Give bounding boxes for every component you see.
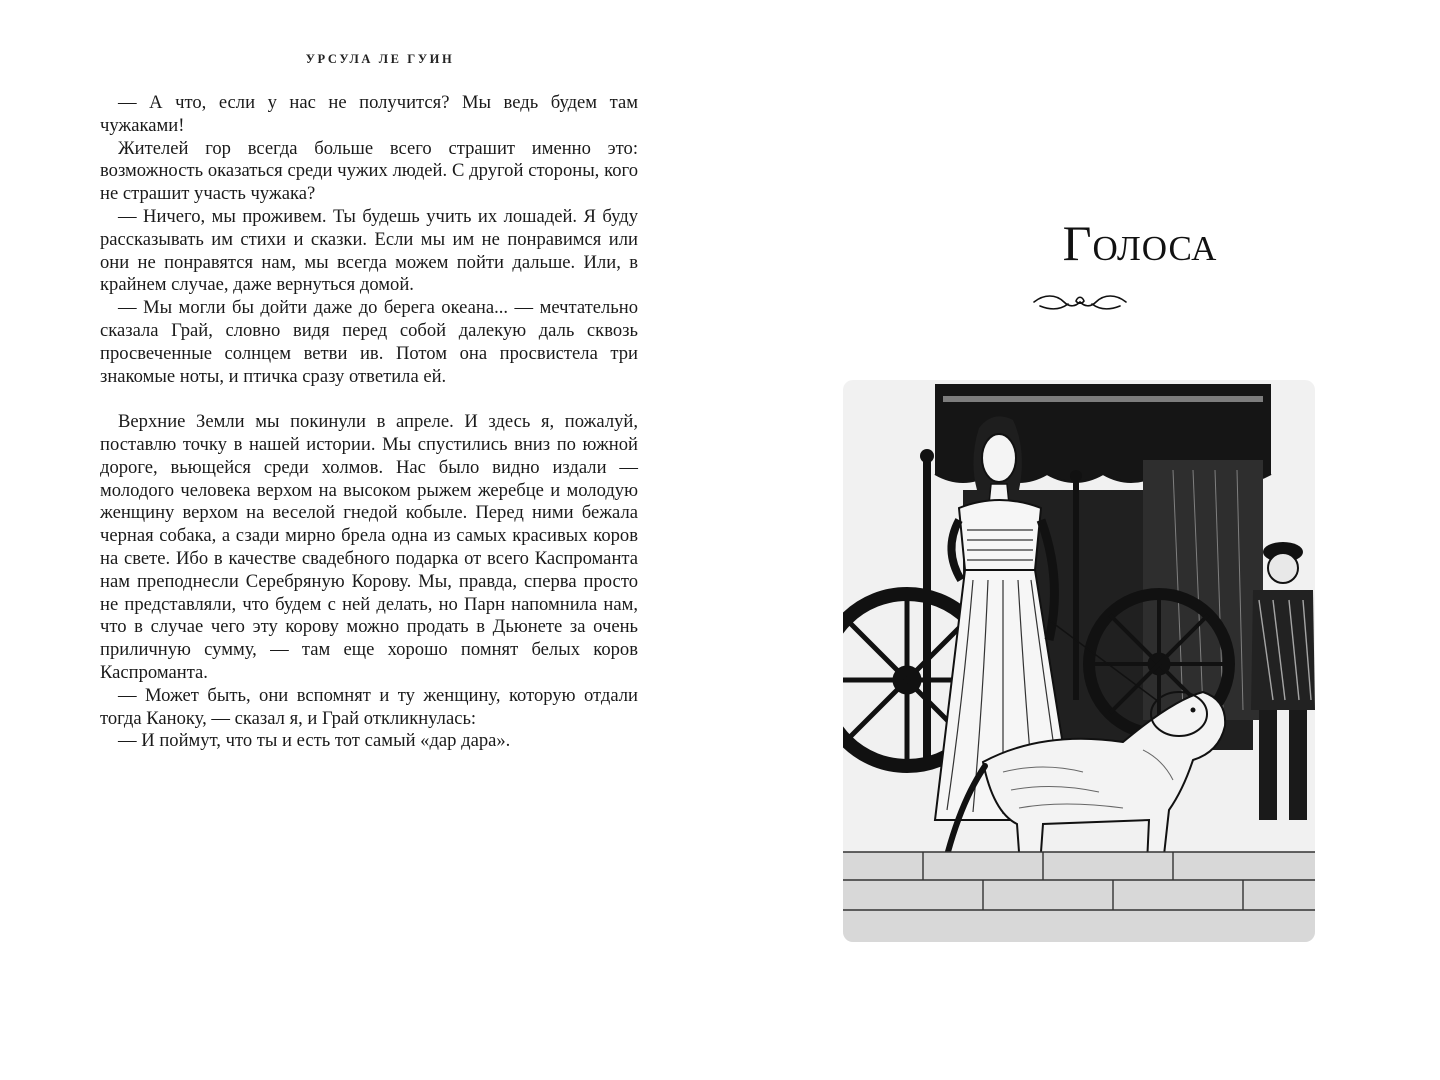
chapter-illustration <box>843 380 1315 942</box>
paragraph: Жителей гор всегда больше всего страшит именно это: возможность оказаться среди чужих людей. С другой стороны, кого не страшит участь чужака? <box>100 137 638 205</box>
body-text <box>100 92 638 753</box>
paragraph: — Мы могли бы дойти даже до берега океана... — мечтательно сказала Грай, словно видя перед собой далекую даль сквозь просвеченные солнцем ветви ив. Потом она просвистела три знакомые ноты, и птичка сразу ответила ей. <box>100 297 638 387</box>
paragraph: — А что, если у нас не получится? Мы ведь будем там чужаками! <box>100 92 638 136</box>
running-header: УРСУЛА ЛЕ ГУИН <box>305 52 455 66</box>
paragraph: Верхние Земли мы покинули в апреле. И здесь я, пожалуй, поставлю точку в нашей истории. Мы спустились вниз по южной дороге, вьющейся среди холмов. Нас было видно издали — молодого человека верхом на высоком рыжем жеребце и молодую женщину верхом на веселой гнедой кобыле. Перед ними бежала черная собака, а сзади мирно брела одна из самых красивых коров на свете. Ибо в качестве свадебного подарка от всего Каспроманта нам преподнесли Серебряную Корову. Мы, правда, сперва просто не представляли, что будем с ней делать, но Парн напомнила нам, что в случае чего эту корову можно продать в Дьюнете за очень приличную сумму, — там еще хорошо помнят белых коров Каспроманта. <box>100 411 638 683</box>
paragraph: — Ничего, мы проживем. Ты будешь учить их лошадей. Я буду рассказывать им стихи и сказки. Если мы им не понравимся или они не понравятся нам, мы всегда можем пойти дальше. Или, в крайнем случае, даже вернуться домой. <box>100 205 638 296</box>
chapter-title: Голоса <box>1062 215 1218 271</box>
paragraph: — Может быть, они вспомнят и ту женщину, которую отдали тогда Каноку, — сказал я, и Грай откликнулась: <box>100 684 638 729</box>
paragraph: — И поймут, что ты и есть тот самый «дар дара». <box>118 730 511 752</box>
ornament-flourish-icon <box>1030 290 1130 316</box>
